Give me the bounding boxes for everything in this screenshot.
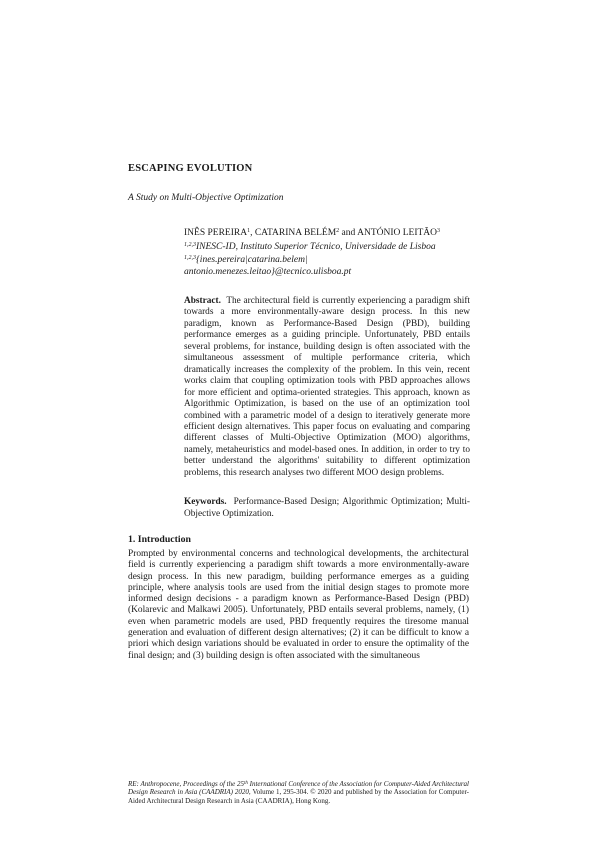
keywords-text: Performance-Based Design; Algorithmic Optimization; Multi-Objective Optimization.: [184, 497, 471, 519]
author-names: [184, 226, 484, 240]
paper-subtitle: A Study on Multi-Objective Optimization: [128, 193, 284, 203]
email-line: {ines.pereira|catarina.belem|: [196, 255, 308, 265]
abstract-label: Abstract.: [184, 296, 221, 306]
email-superscript: 1,2,3: [184, 255, 196, 261]
author-superscript: 2: [336, 228, 340, 234]
footnote-publisher: , Volume 1, 295-304. © 2020 and published by the Association for Computer-Aided Architectural Design Research in Asia (CAADRIA), Hong Kong.: [128, 788, 469, 805]
footnote-citation: RE: Anthropocene, Proceedings of the 25: [128, 780, 244, 788]
abstract: [184, 296, 470, 479]
paper-title: ESCAPING EVOLUTION: [128, 163, 253, 174]
affiliation-text: INESC-ID, Instituto Superior Técnico, Universidade de Lisboa: [196, 241, 436, 252]
footnote-citation-cont: International Conference of the Association for Computer-Aided Architectural Design Research in Asia (CAADRIA) 2020: [128, 780, 469, 797]
author-emails: [184, 253, 484, 278]
author-block: [184, 226, 484, 278]
author-superscript: 1: [247, 228, 251, 234]
affiliation-superscript: 1,2,3: [184, 241, 196, 248]
keywords: [184, 497, 470, 521]
author-superscript: 3: [437, 228, 441, 234]
section-body: Prompted by environmental concerns and technological developments, the architectural field is currently experiencing a paradigm shift towards a more environmentally-aware design process. In this new paradigm, building performance emerges as a guiding principle, where analysis tools are used from the initial design stages to promote more informed design decisions - a paradigm known as Performance-Based Design (PBD) (Kolarevic and Malkawi 2005). Unfortunately, PBD entails several problems, namely, (1) even when parametric models are used, PBD frequently requires the tiresome manual generation and evaluation of different design alternatives; (2) it can be difficult to know a priori which design variations should be evaluated in order to ensure the optimality of the final design; and (3) building design is often associated with the simultaneous: [128, 549, 469, 661]
email-line: antonio.menezes.leitao}@tecnico.ulisboa.pt: [184, 266, 352, 277]
author-name: ANTÓNIO LEITÃO: [357, 228, 438, 238]
author-affiliation: [184, 240, 484, 254]
section-heading: 1. Introduction: [128, 534, 191, 545]
footnote: [128, 780, 469, 805]
footnote-superscript: th: [244, 781, 248, 786]
author-name: CATARINA BELÉM: [254, 228, 337, 238]
author-separator: ,: [250, 228, 255, 238]
author-separator: and: [339, 228, 358, 238]
author-name: INÊS PEREIRA: [184, 228, 248, 238]
abstract-text: The architectural field is currently experiencing a paradigm shift towards a more environmentally-aware design process. In this new paradigm, known as Performance-Based Design (PBD), building performance emerges as a guiding principle. Unfortunately, PBD entails several problems, for instance, building design is often associated with the simultaneous assessment of multiple performance criteria, which dramatically increases the complexity of the problem. In this vein, recent works claim that coupling optimization tools with PBD approaches allows for more efficient and optima-oriented strategies. This approach, known as Algorithmic Optimization, is based on the use of an optimization tool combined with a parametric model of a design to iteratively generate more efficient design alternatives. This paper focus on evaluating and comparing different classes of Multi-Objective Optimization (MOO) algorithms, namely, metaheuristics and model-based ones. In addition, in order to try to better understand the algorithms' suitability to different optimization problems, this research analyses two different MOO design problems.: [184, 296, 470, 478]
keywords-label: Keywords.: [184, 497, 227, 507]
